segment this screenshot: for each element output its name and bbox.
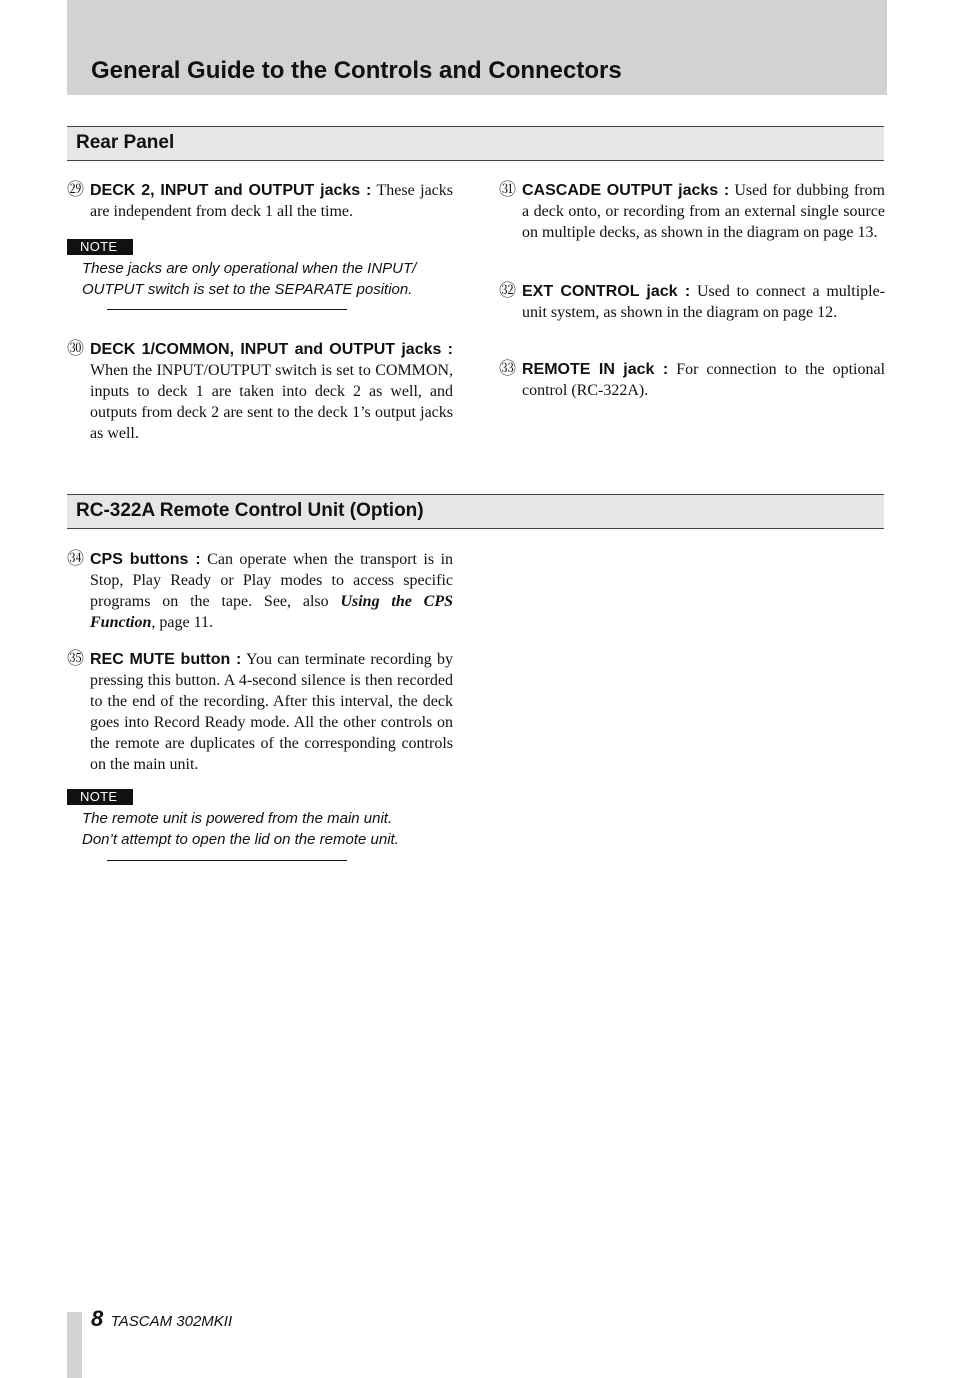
item-term: CASCADE OUTPUT jacks : [522,182,730,199]
note-badge: NOTE [67,789,133,805]
item-number: ㉛ [499,180,516,200]
item-description: Can operate when the transport is in Stop, Play Ready or Play modes to access specific programs on the tape. See, also [90,551,454,610]
item-description: Used for dubbing from a deck onto, or recording from an external single source on multiple decks, as shown in the diagram on page 13. [522,182,885,241]
note-line: OUTPUT switch is set to the SEPARATE position. [82,281,413,298]
item-number: ㉞ [67,549,84,569]
item-term: REC MUTE button : [90,651,242,668]
cross-reference: Using the CPS Function [90,593,454,631]
item-number: ㉚ [67,339,84,359]
page-title: General Guide to the Controls and Connectors [91,57,622,84]
item-term: DECK 1/COMMON, INPUT and OUTPUT jacks : [90,341,453,358]
item-29 [67,180,454,222]
item-34 [67,549,454,633]
item-description: For connection to the optional control (RC-322A). [522,361,886,399]
item-32 [499,281,886,323]
item-description: These jacks are independent from deck 1 all the time. [90,182,454,220]
page-number: 8 [91,1306,104,1331]
item-31 [499,180,885,243]
note-line: Don’t attempt to open the lid on the remote unit. [82,831,399,848]
item-number: ㉝ [499,359,516,379]
note-badge: NOTE [67,239,133,255]
section-title: Rear Panel [76,132,175,153]
item-term: EXT CONTROL jack : [522,283,691,300]
item-number: ㉙ [67,180,84,200]
item-term: CPS buttons : [90,551,201,568]
item-term: REMOTE IN jack : [522,361,669,378]
item-number: ㉜ [499,281,516,301]
footer-brand: TASCAM 302MKII [110,1313,233,1330]
section-remote-control [67,494,884,529]
footer-bar [67,1312,82,1378]
section-rear-panel [67,126,884,161]
item-term: DECK 2, INPUT and OUTPUT jacks : [90,182,372,199]
note-text [82,258,416,300]
note-text [82,808,399,850]
item-number: ㉟ [67,649,84,669]
item-35 [67,649,453,775]
item-description-end: , page 11. [151,614,213,631]
item-33 [499,359,886,401]
item-description: Used to connect a multiple-unit system, as shown in the diagram on page 12. [522,283,886,321]
note-divider [107,860,347,861]
note-line: The remote unit is powered from the main unit. [82,810,393,827]
item-description: When the INPUT/OUTPUT switch is set to COMMON, inputs to deck 1 are taken into deck 2 as well, and outputs from deck 2 are sent to the deck 1’s output jacks as well. [90,362,453,442]
note-divider [107,309,347,310]
item-30 [67,339,453,444]
item-description: You can terminate recording by pressing this button. A 4-second silence is then recorded to the end of the recording. After this interval, the deck goes into Record Ready mode. All the other controls on the remote are duplicates of the corresponding controls on the main unit. [90,651,453,773]
section-title: RC-322A Remote Control Unit (Option) [76,500,424,521]
footer [91,1306,232,1332]
note-line: These jacks are only operational when the INPUT/ [82,260,417,277]
